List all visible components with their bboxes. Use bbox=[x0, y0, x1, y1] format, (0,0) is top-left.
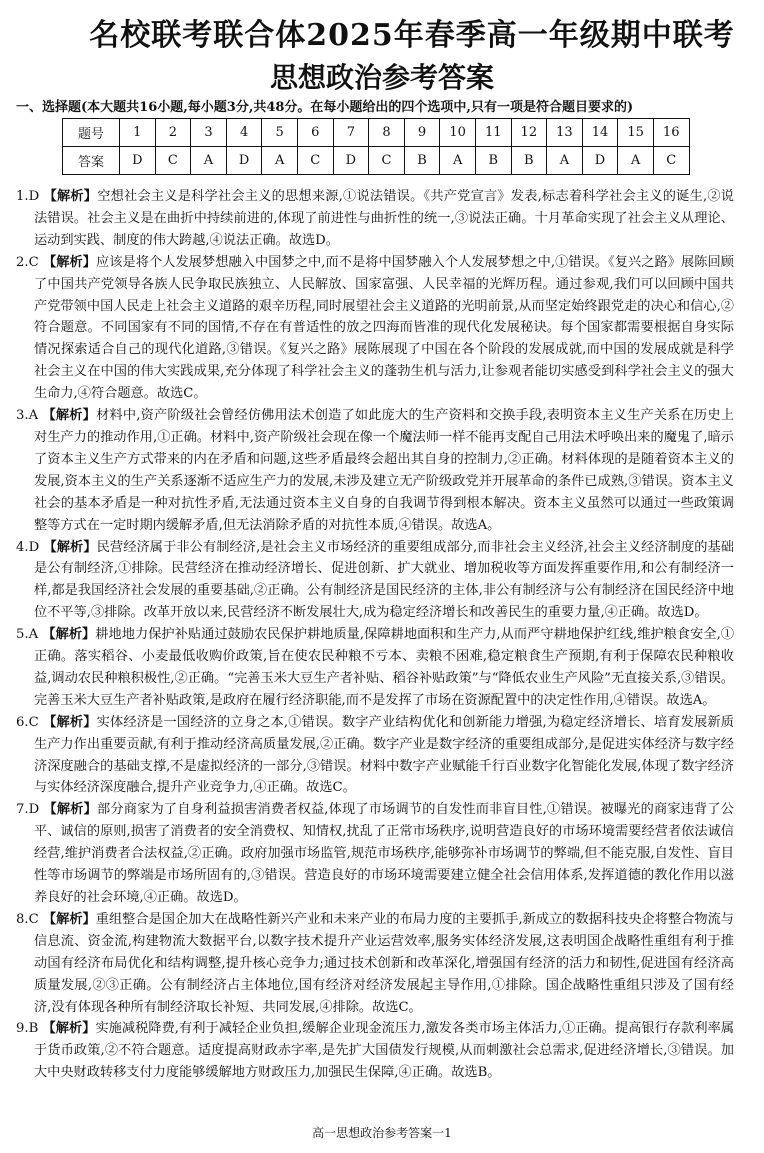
answer-cell: B bbox=[475, 147, 511, 175]
explanation-text: 重组整合是国企加大在战略性新兴产业和未来产业的布局力度的主要抓手,新成立的数据科技央企将整合物流与信息流、资金流,构建物流大数据平台,以数字技术提升产业运营效率,服务实体经济发展,这表明国企战略性重组有利于推动国有经济布局优化和结构调整,提升核心竞争力;通过技术创新和改革深化,增强国有经济的活力和韧性,促进国有经济高质量发展,②③正确。公有制经济占主体地位,国有经济对经济发展起主导作用,①排除。国企战略性重组只涉及了国有经济,没有体现各种所有制经济取长补短、共同发展,④排除。故选C。 bbox=[34, 911, 734, 1015]
answer-cell: C bbox=[297, 147, 333, 175]
question-number-cell: 16 bbox=[653, 119, 689, 147]
analysis-tag: 【解析】 bbox=[43, 189, 98, 204]
analysis-tag: 【解析】 bbox=[43, 539, 97, 555]
analysis-tag: 【解析】 bbox=[42, 1021, 96, 1037]
answer-cell: A bbox=[547, 147, 583, 175]
explanation-text: 实体经济是一国经济的立身之本,①错误。数字产业结构优化和创新能力增强,为稳定经济增长、培育发展新质生产力作出重要贡献,有利于推动经济高质量发展,②正确。数字产业是数字经济的重要组成部分,是促进实体经济与数字经济深度融合的基础支撑,不是虚拟经济的一部分,③错误。材料中数字产业赋能千行百业数字化智能化发展,体现了数字经济与实体经济深度融合,提升产业竞争力,④正确。故选C。 bbox=[34, 714, 734, 796]
answer-row bbox=[63, 147, 690, 175]
answer-cell: D bbox=[582, 147, 618, 175]
explanation-text: 实施减税降费,有利于减轻企业负担,缓解企业现金流压力,激发各类市场主体活力,①正确。提高银行存款利率属于货币政策,②不符合题意。适度提高财政赤字率,是先扩大国债发行规模,从而刺激社会总需求,促进经济增长,③错误。加大中央财政转移支付力度能够缓解地方财政压力,加强民生保障,④正确。故选B。 bbox=[34, 1021, 735, 1081]
question-number-cell: 1 bbox=[120, 119, 156, 147]
question-label: 5.A bbox=[16, 627, 39, 643]
section-heading: 一、选择题(本大题共16小题,每小题3分,共48分。在每小题给出的四个选项中,只有一项是符合题目要求的) bbox=[16, 100, 634, 115]
answer-cell: D bbox=[333, 147, 369, 175]
explanation-item bbox=[16, 1018, 734, 1084]
explanation-text: 耕地地力保护补贴通过鼓励农民保护耕地质量,保障耕地面积和生产力,从而严守耕地保护红线,维护粮食安全,①正确。落实稻谷、小麦最低收购价政策,旨在使农民种粮不亏本、卖粮不困难,稳定粮食生产预期,有利于保障农民种粮收益,调动农民种粮积极性,②正确。“完善玉米大豆生产者补贴、稻谷补贴政策”与“降低农业生产风险”无直接关系,③错误。完善玉米大豆生产者补贴政策,是政府在履行经济职能,而不是发挥了市场在资源配置中的决定性作用,④错误。故选A。 bbox=[34, 627, 735, 708]
answer-table bbox=[62, 118, 690, 175]
explanation-text: 应该是将个人发展梦想融入中国梦之中,而不是将中国梦融入个人发展梦想之中,①错误。《复兴之路》展陈回顾了中国共产党领导各族人民争取民族独立、人民解放、国家富强、人民幸福的光辉历程。通过参观,我们可以回顾中国共产党带领中国人民走上社会主义道路的艰辛历程,同时展望社会主义道路的光明前景,从而坚定始终跟党走的决心和信心,②符合题意。不同国家有不同的国情,不存在有普适性的放之四海而皆准的现代化发展秘诀。每个国家都需要根据自身实际情况探索适合自己的现代化道路,③错误。《复兴之路》展陈展现了中国在各个阶段的发展成就,而中国的发展成就是科学社会主义在中国的伟大实践成果,充分体现了科学社会主义的蓬勃生机与活力,让参观者能切实感受到科学社会主义的强大生命力,④符合题意。故选C。 bbox=[34, 254, 734, 402]
answer-cell: A bbox=[440, 147, 476, 175]
row-label-number: 题号 bbox=[63, 119, 120, 147]
explanation-text: 部分商家为了自身利益损害消费者权益,体现了市场调节的自发性而非盲目性,①错误。被曝光的商家违背了公平、诚信的原则,损害了消费者的安全消费权、知情权,扰乱了正常市场秩序,说明营造良好的市场环境需要经营者依法诚信经营,维护消费者合法权益,②正确。政府加强市场监管,规范市场秩序,能够弥补市场调节的弊端,但不能克服,自发性、盲目性等市场调节的弊端是市场所固有的,③错误。营造良好的市场环境需要建立健全社会信用体系,发挥道德的教化作用以滋养良好的社会环境,④正确。故选D。 bbox=[34, 802, 734, 905]
explanation-text: 材料中,资产阶级社会曾经仿佛用法术创造了如此庞大的生产资料和交换手段,表明资本主义生产关系在历史上对生产力的推动作用,①正确。材料中,资产阶级社会现在像一个魔法师一样不能再支配自己用法术呼唤出来的魔鬼了,暗示了资本主义生产方式带来的内在矛盾和问题,这些矛盾最终会超出其自身的控制力,②正确。材料体现的是随着资本主义的发展,资本主义的生产关系逐渐不适应生产力的发展,未涉及建立无产阶级政党并开展革命的条件已成熟,③错误。资本主义社会的基本矛盾是一种对抗性矛盾,无法通过资本主义自身的自我调节得到根本解决。资本主义虽然可以通过一些政策调整等方式在一定时期内缓解矛盾,但无法消除矛盾的对抗性本质,④错误。故选A。 bbox=[34, 408, 734, 533]
answer-cell: D bbox=[120, 147, 156, 175]
analysis-tag: 【解析】 bbox=[42, 254, 96, 270]
explanation-item bbox=[16, 712, 734, 800]
analysis-tag: 【解析】 bbox=[42, 627, 96, 643]
answer-cell: A bbox=[191, 147, 227, 175]
analysis-tag: 【解析】 bbox=[42, 911, 96, 927]
question-number-cell: 8 bbox=[369, 119, 405, 147]
question-number-row bbox=[63, 119, 690, 147]
exam-title: 名校联考联合体2025年春季高一年级期中联考 bbox=[89, 18, 735, 53]
question-number-cell: 3 bbox=[191, 119, 227, 147]
question-label: 4.D bbox=[16, 539, 40, 555]
question-number-cell: 6 bbox=[297, 119, 333, 147]
question-number-cell: 9 bbox=[404, 119, 440, 147]
answer-cell: B bbox=[511, 147, 547, 175]
row-label-answer: 答案 bbox=[63, 147, 120, 175]
question-label: 1.D bbox=[16, 189, 40, 204]
analysis-tag: 【解析】 bbox=[43, 802, 98, 818]
question-number-cell: 2 bbox=[155, 119, 191, 147]
page-footer: 高一思想政治参考答案一1 bbox=[312, 1126, 452, 1140]
question-number-cell: 13 bbox=[547, 119, 583, 147]
question-number-cell: 12 bbox=[511, 119, 547, 147]
question-number-cell: 7 bbox=[333, 119, 369, 147]
question-label: 2.C bbox=[16, 254, 39, 270]
answer-cell: B bbox=[404, 147, 440, 175]
question-label: 3.A bbox=[16, 408, 39, 424]
analysis-tag: 【解析】 bbox=[42, 408, 97, 424]
question-label: 8.C bbox=[16, 911, 39, 927]
explanation-item bbox=[16, 624, 734, 712]
analysis-tag: 【解析】 bbox=[43, 714, 97, 730]
question-number-cell: 15 bbox=[618, 119, 654, 147]
question-number-cell: 11 bbox=[475, 119, 511, 147]
question-number-cell: 10 bbox=[440, 119, 476, 147]
answer-key-title: 思想政治参考答案 bbox=[269, 61, 494, 94]
question-label: 6.C bbox=[16, 714, 39, 730]
answer-cell: A bbox=[262, 147, 298, 175]
explanations bbox=[16, 186, 734, 1084]
answer-cell: C bbox=[369, 147, 405, 175]
question-label: 7.D bbox=[16, 802, 40, 818]
question-number-cell: 4 bbox=[226, 119, 262, 147]
question-label: 9.B bbox=[16, 1021, 39, 1037]
question-number-cell: 5 bbox=[262, 119, 298, 147]
answer-cell: A bbox=[618, 147, 654, 175]
answer-cell: C bbox=[155, 147, 191, 175]
explanation-text: 民营经济属于非公有制经济,是社会主义市场经济的重要组成部分,而非社会主义经济,社会主义经济制度的基础是公有制经济,①排除。民营经济在推动经济增长、促进创新、扩大就业、增加税收等方面发挥重要作用,和公有制经济一样,都是我国经济社会发展的重要基础,②正确。公有制经济是国民经济的主体,非公有制经济与公有制经济在国民经济中地位不平等,③排除。改革开放以来,民营经济不断发展壮大,成为稳定经济增长和改善民生的重要力量,④正确。故选D。 bbox=[34, 539, 734, 621]
explanation-text: 空想社会主义是科学社会主义的思想来源,①说法错误。《共产党宣言》发表,标志着科学社会主义的诞生,②说法错误。社会主义是在曲折中持续前进的,体现了前进性与曲折性的统一,③说法正确。十月革命实现了社会主义从理论、运动到实践、制度的伟大跨越,④说法正确。故选D。 bbox=[34, 189, 734, 248]
explanation-item bbox=[16, 537, 734, 625]
explanation-item bbox=[16, 186, 734, 252]
question-number-cell: 14 bbox=[582, 119, 618, 147]
answer-cell: D bbox=[226, 147, 262, 175]
explanation-item bbox=[16, 252, 734, 405]
explanation-item bbox=[16, 405, 734, 536]
explanation-item bbox=[16, 909, 734, 1019]
answer-cell: C bbox=[653, 147, 689, 175]
explanation-item bbox=[16, 799, 734, 909]
